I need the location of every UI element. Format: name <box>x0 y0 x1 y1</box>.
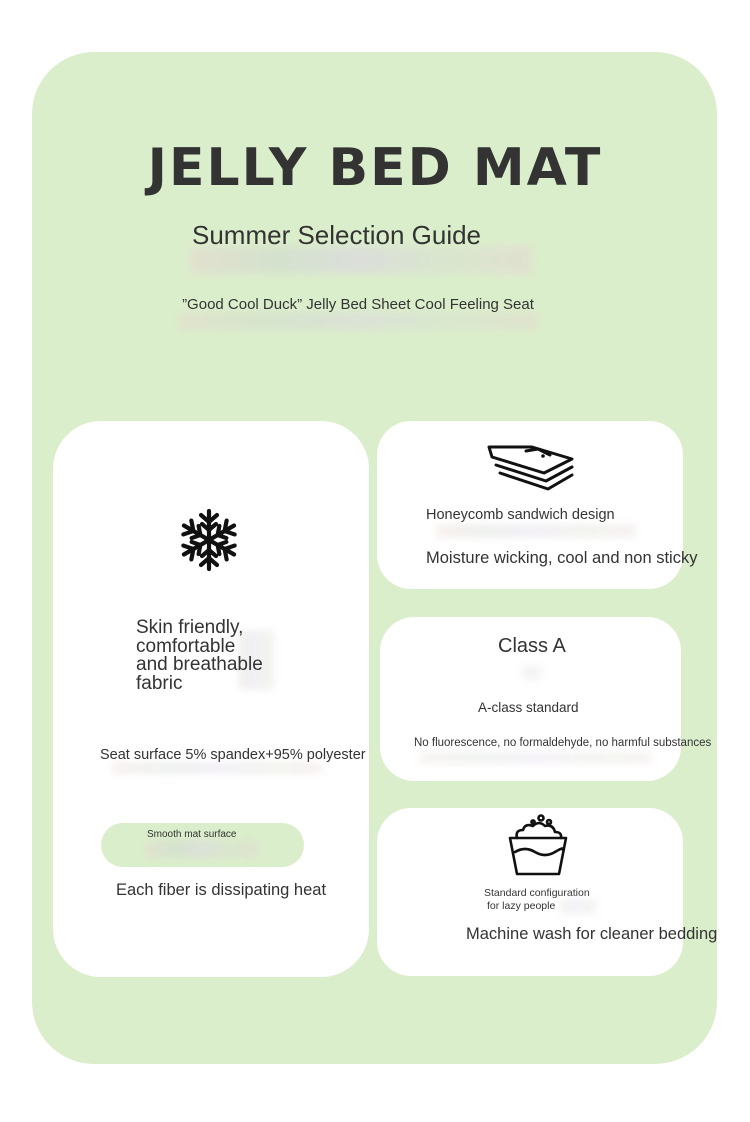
honeycomb-smudge <box>436 524 636 538</box>
material-smudge <box>112 762 322 774</box>
fabric-heading-line: Skin friendly, <box>136 617 244 638</box>
pill-label: Smooth mat surface <box>147 829 237 840</box>
page-title: JELLY BED MAT <box>147 138 603 198</box>
fabric-heading-line: and breathable <box>136 654 263 675</box>
honeycomb-desc: Moisture wicking, cool and non sticky <box>426 549 698 567</box>
material-text: Seat surface 5% spandex+95% polyester <box>100 747 366 763</box>
fabric-footer: Each fiber is dissipating heat <box>116 881 327 899</box>
tagline: ”Good Cool Duck” Jelly Bed Sheet Cool Feeling Seat <box>182 296 534 313</box>
pill-smudge <box>146 840 258 858</box>
page-subtitle: Summer Selection Guide <box>192 220 482 250</box>
wash-basin-icon <box>507 812 569 878</box>
class-smudge-2 <box>420 752 652 764</box>
class-title: Class A <box>498 635 566 657</box>
wash-label-line2: for lazy people <box>487 900 556 912</box>
class-desc: No fluorescence, no formaldehyde, no harmful substances <box>414 737 712 749</box>
fabric-heading <box>136 619 263 693</box>
fabric-heading-line: comfortable <box>136 635 236 657</box>
tagline-smudge <box>178 312 538 330</box>
wash-desc: Machine wash for cleaner bedding <box>466 925 718 943</box>
class-smudge <box>522 666 542 680</box>
wash-label-line1: Standard configuration <box>484 887 590 899</box>
class-subtitle: A-class standard <box>478 700 579 715</box>
honeycomb-title: Honeycomb sandwich design <box>426 507 615 523</box>
layered-sheets-icon <box>486 443 576 505</box>
wash-smudge <box>560 898 596 914</box>
fabric-heading-line: fabric <box>136 672 183 694</box>
snowflake-icon <box>176 507 242 573</box>
